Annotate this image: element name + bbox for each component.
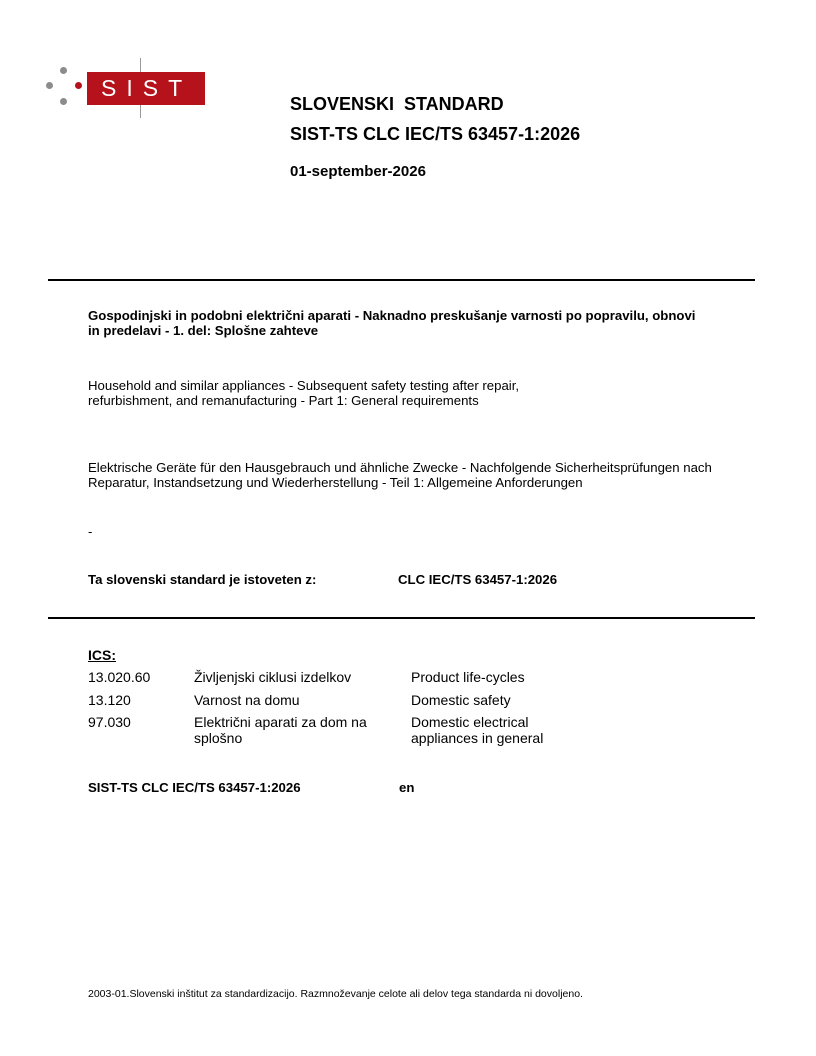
ics-slovenian: Življenjski ciklusi izdelkov — [194, 669, 352, 685]
ics-slovenian: Varnost na domu — [194, 692, 300, 708]
title-english: Household and similar appliances - Subsequent safety testing after repair, refurbishment, and remanufacturing - Part 1: General requirements — [88, 378, 520, 408]
ics-english: Domestic safety — [411, 692, 511, 708]
sist-logo: SIST — [87, 72, 205, 105]
standard-label: SLOVENSKI STANDARD — [290, 94, 504, 114]
title-slovenian: Gospodinjski in podobni električni aparati - Naknadno preskušanje varnosti po popravilu, obnovi in predelavi - 1. del: Splošne zahteve — [88, 308, 696, 338]
ics-english: Product life-cycles — [411, 669, 525, 685]
title-french: - — [88, 524, 93, 539]
ics-heading: ICS: — [88, 647, 116, 663]
document-code: SIST-TS CLC IEC/TS 63457-1:2026 — [88, 780, 301, 795]
document-language: en — [399, 780, 415, 795]
ics-code: 13.020.60 — [88, 669, 151, 685]
standard-code: SIST-TS CLC IEC/TS 63457-1:2026 — [290, 124, 581, 144]
ics-code: 13.120 — [88, 692, 131, 708]
bottom-divider — [48, 617, 755, 619]
identity-value: CLC IEC/TS 63457-1:2026 — [398, 572, 558, 587]
ics-code: 97.030 — [88, 714, 131, 730]
identity-label: Ta slovenski standard je istoveten z: — [88, 572, 317, 587]
top-divider — [48, 279, 755, 281]
title-german: Elektrische Geräte für den Hausgebrauch und ähnliche Zwecke - Nachfolgende Sicherheitsprüfungen nach Reparatur, Instandsetzung und Wiederherstellung - Teil 1: Allgemeine Anforderungen — [88, 460, 712, 490]
publication-date: 01-september-2026 — [290, 163, 426, 180]
ics-english: Domestic electrical appliances in general — [411, 714, 544, 746]
logo-dots-icon — [46, 67, 86, 109]
copyright-footer: 2003-01.Slovenski inštitut za standardizacijo. Razmnoževanje celote ali delov tega standarda ni dovoljeno. — [88, 988, 583, 1000]
ics-slovenian: Električni aparati za dom na splošno — [194, 714, 367, 746]
